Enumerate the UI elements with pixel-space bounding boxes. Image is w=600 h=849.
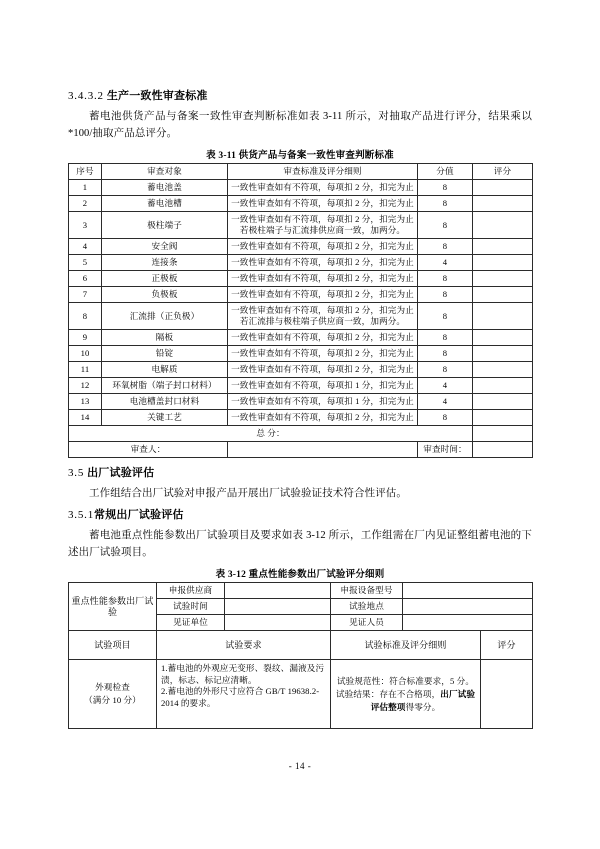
cell-test-item-maxscore: （满分 10 分） [84, 695, 141, 705]
table-row [69, 362, 533, 378]
label-test-location: 试验地点 [331, 599, 403, 615]
cell-rating[interactable] [473, 271, 533, 287]
cell-criteria: 一致性审查如有不符项，每项扣 2 分，扣完为止 [228, 346, 418, 362]
cell-object: 电解质 [102, 362, 228, 378]
cell-no: 9 [69, 330, 102, 346]
table-row [69, 410, 533, 426]
col-header-rating: 评分 [481, 631, 533, 660]
table-row [69, 212, 533, 239]
cell-score: 8 [418, 212, 473, 239]
heading-3-5-number: 3.5 [68, 467, 85, 479]
cell-criteria-line1: 一致性审查如有不符项，每项扣 2 分，扣完为止 [231, 305, 414, 315]
value-supplier[interactable] [225, 583, 331, 599]
table-row [69, 394, 533, 410]
table-3-11-total-row [69, 426, 533, 442]
cell-criteria: 一致性审查如有不符项，每项扣 2 分，扣完为止 [228, 410, 418, 426]
cell-score: 4 [418, 255, 473, 271]
table-row [69, 660, 533, 729]
cell-criteria: 一致性审查如有不符项，每项扣 2 分，扣完为止 [228, 239, 418, 255]
page-number: - 14 - [288, 761, 312, 771]
cell-rating[interactable] [473, 303, 533, 330]
cell-criteria: 一致性审查如有不符项，每项扣 1 分，扣完为止 [228, 378, 418, 394]
cell-criteria: 一致性审查如有不符项，每项扣 2 分，扣完为止 [228, 330, 418, 346]
cell-test-item-name: 外观检查 [95, 682, 130, 692]
table-3-11-caption: 表 3-11 供货产品与备案一致性审查判断标准 [206, 151, 394, 161]
cell-rating[interactable] [473, 212, 533, 239]
cell-object: 电池槽盖封口材料 [102, 394, 228, 410]
table-3-12-caption: 表 3-12 重点性能参数出厂试验评分细则 [215, 570, 385, 580]
table-row [69, 271, 533, 287]
cell-criteria: 一致性审查如有不符项，每项扣 2 分，扣完为止 [228, 271, 418, 287]
cell-score: 8 [418, 196, 473, 212]
cell-rating[interactable] [473, 180, 533, 196]
cell-criteria: 一致性审查如有不符项，每项扣 2 分，扣完为止 [228, 362, 418, 378]
cell-object: 环氧树脂（端子封口材料） [102, 378, 228, 394]
cell-score: 8 [418, 362, 473, 378]
cell-score: 4 [418, 394, 473, 410]
col-header-test-standard: 试验标准及评分细则 [331, 631, 481, 660]
cell-rating[interactable] [473, 239, 533, 255]
col-header-no: 序号 [69, 164, 102, 180]
cell-no: 4 [69, 239, 102, 255]
cell-test-item [69, 660, 157, 729]
heading-3-5-title: 出厂试验评估 [87, 467, 155, 479]
cell-criteria [228, 212, 418, 239]
cell-no: 13 [69, 394, 102, 410]
value-test-location[interactable] [403, 599, 533, 615]
table-3-12-header-row [69, 631, 533, 660]
cell-object: 关键工艺 [102, 410, 228, 426]
cell-criteria: 一致性审查如有不符项，每项扣 2 分，扣完为止 [228, 255, 418, 271]
cell-no: 10 [69, 346, 102, 362]
col-header-criteria: 审查标准及评分细则 [228, 164, 418, 180]
paragraph-3-4-3-2: 蓄电池供货产品与备案一致性审查判断标准如表 3-11 所示，对抽取产品进行评分，结果乘以*100/抽取产品总评分。 [68, 111, 532, 139]
cell-object: 蓄电池盖 [102, 180, 228, 196]
standard-line-2-prefix: 试验结果：存在不合格项， [335, 688, 441, 699]
cell-score: 8 [418, 271, 473, 287]
cell-object: 正极板 [102, 271, 228, 287]
cell-score: 8 [418, 180, 473, 196]
review-date-value[interactable] [473, 442, 533, 458]
standard-line-2-emphasis: 出厂试验评估整项 [370, 688, 476, 712]
requirement-line-2: 2.蓄电池的外形尺寸应符合 GB/T 19638.2-2014 的要求。 [161, 686, 320, 708]
table-row [69, 180, 533, 196]
heading-3-5-1-number: 3.5.1 [68, 509, 94, 521]
cell-criteria [228, 303, 418, 330]
cell-score: 8 [418, 287, 473, 303]
value-witness-unit[interactable] [225, 615, 331, 631]
heading-3-4-3-2-title: 生产一致性审查标准 [106, 90, 208, 102]
heading-3-4-3-2-number: 3.4.3.2 [68, 90, 104, 102]
review-date-label: 审查时间： [418, 442, 473, 458]
cell-no: 11 [69, 362, 102, 378]
label-test-time: 试验时间 [157, 599, 225, 615]
table-3-11-header-row [69, 164, 533, 180]
cell-criteria: 一致性审查如有不符项，每项扣 2 分，扣完为止 [228, 196, 418, 212]
table-row [69, 303, 533, 330]
table-row [69, 378, 533, 394]
label-witness-unit: 见证单位 [157, 615, 225, 631]
col-header-rating: 评分 [473, 164, 533, 180]
cell-object: 负极板 [102, 287, 228, 303]
standard-line-2-suffix: 得零分。 [405, 701, 441, 712]
cell-test-requirement [157, 660, 331, 729]
cell-rating[interactable] [473, 255, 533, 271]
cell-score: 8 [418, 330, 473, 346]
label-witness-personnel: 见证人员 [331, 615, 403, 631]
table-row [69, 346, 533, 362]
cell-object: 安全阀 [102, 239, 228, 255]
total-score-value[interactable] [473, 426, 533, 442]
cell-object: 铅锭 [102, 346, 228, 362]
table-row [69, 330, 533, 346]
cell-no: 8 [69, 303, 102, 330]
cell-object: 蓄电池槽 [102, 196, 228, 212]
table-3-11 [68, 163, 533, 458]
cell-score: 8 [418, 410, 473, 426]
label-equipment-model: 申报设备型号 [331, 583, 403, 599]
cell-rating[interactable] [473, 410, 533, 426]
table-3-11-footer-row [69, 442, 533, 458]
cell-score: 8 [418, 239, 473, 255]
cell-no: 14 [69, 410, 102, 426]
cell-criteria: 一致性审查如有不符项，每项扣 2 分，扣完为止 [228, 180, 418, 196]
table-row [69, 196, 533, 212]
cell-rating[interactable] [473, 378, 533, 394]
cell-rating[interactable] [473, 362, 533, 378]
table-3-12 [68, 582, 533, 729]
col-header-score: 分值 [418, 164, 473, 180]
cell-criteria: 一致性审查如有不符项，每项扣 1 分，扣完为止 [228, 394, 418, 410]
cell-no: 2 [69, 196, 102, 212]
cell-object: 连接条 [102, 255, 228, 271]
cell-rating[interactable] [473, 346, 533, 362]
col-header-test-item: 试验项目 [69, 631, 157, 660]
reviewer-value[interactable] [228, 442, 418, 458]
cell-criteria-line2: 若极柱端子与汇流排供应商一致，加两分。 [239, 225, 406, 235]
standard-line-2 [335, 688, 476, 714]
table-row [69, 255, 533, 271]
cell-criteria: 一致性审查如有不符项，每项扣 2 分，扣完为止 [228, 287, 418, 303]
cell-rating[interactable] [473, 196, 533, 212]
cell-rating[interactable] [481, 660, 533, 729]
cell-object: 极柱端子 [102, 212, 228, 239]
value-equipment-model[interactable] [403, 583, 533, 599]
cell-no: 3 [69, 212, 102, 239]
cell-test-standard [331, 660, 481, 729]
reviewer-label: 审查人： [69, 442, 228, 458]
cell-rating[interactable] [473, 394, 533, 410]
table-row [69, 239, 533, 255]
table-row [69, 287, 533, 303]
total-score-label: 总 分： [69, 426, 473, 442]
cell-no: 5 [69, 255, 102, 271]
cell-criteria-line2: 若汇流排与极柱端子供应商一致，加两分。 [239, 316, 406, 326]
heading-3-5-1 [68, 507, 532, 523]
col-header-test-requirement: 试验要求 [157, 631, 331, 660]
table-3-12-info-row [69, 583, 533, 599]
cell-no: 6 [69, 271, 102, 287]
cell-no: 7 [69, 287, 102, 303]
paragraph-3-5-1: 蓄电池重点性能参数出厂试验项目及要求如表 3-12 所示，工作组需在厂内见证整组蓄电池的下述出厂试验项目。 [68, 530, 532, 558]
cell-score: 8 [418, 303, 473, 330]
label-supplier: 申报供应商 [157, 583, 225, 599]
standard-line-1: 试验规范性：符合标准要求，5 分。 [336, 675, 475, 686]
heading-3-5 [68, 465, 532, 481]
cell-no: 1 [69, 180, 102, 196]
requirement-line-1: 1.蓄电池的外观应无变形、裂纹、漏液及污渍，标志、标记应清晰。 [161, 663, 325, 685]
cell-rating[interactable] [473, 330, 533, 346]
page-content [68, 88, 532, 729]
col-header-object: 审查对象 [102, 164, 228, 180]
cell-object: 隔板 [102, 330, 228, 346]
cell-object: 汇流排（正负极） [102, 303, 228, 330]
cell-criteria-line1: 一致性审查如有不符项，每项扣 2 分，扣完为止 [231, 214, 414, 224]
cell-rating[interactable] [473, 287, 533, 303]
heading-3-5-1-title: 常规出厂试验评估 [94, 509, 184, 521]
cell-score: 8 [418, 346, 473, 362]
cell-no: 12 [69, 378, 102, 394]
paragraph-3-5: 工作组结合出厂试验对申报产品开展出厂试验验证技术符合性评估。 [89, 488, 407, 499]
cell-score: 4 [418, 378, 473, 394]
heading-3-4-3-2 [68, 88, 532, 104]
side-label-performance-test: 重点性能参数出厂试验 [69, 583, 157, 631]
value-witness-personnel[interactable] [403, 615, 533, 631]
value-test-time[interactable] [225, 599, 331, 615]
